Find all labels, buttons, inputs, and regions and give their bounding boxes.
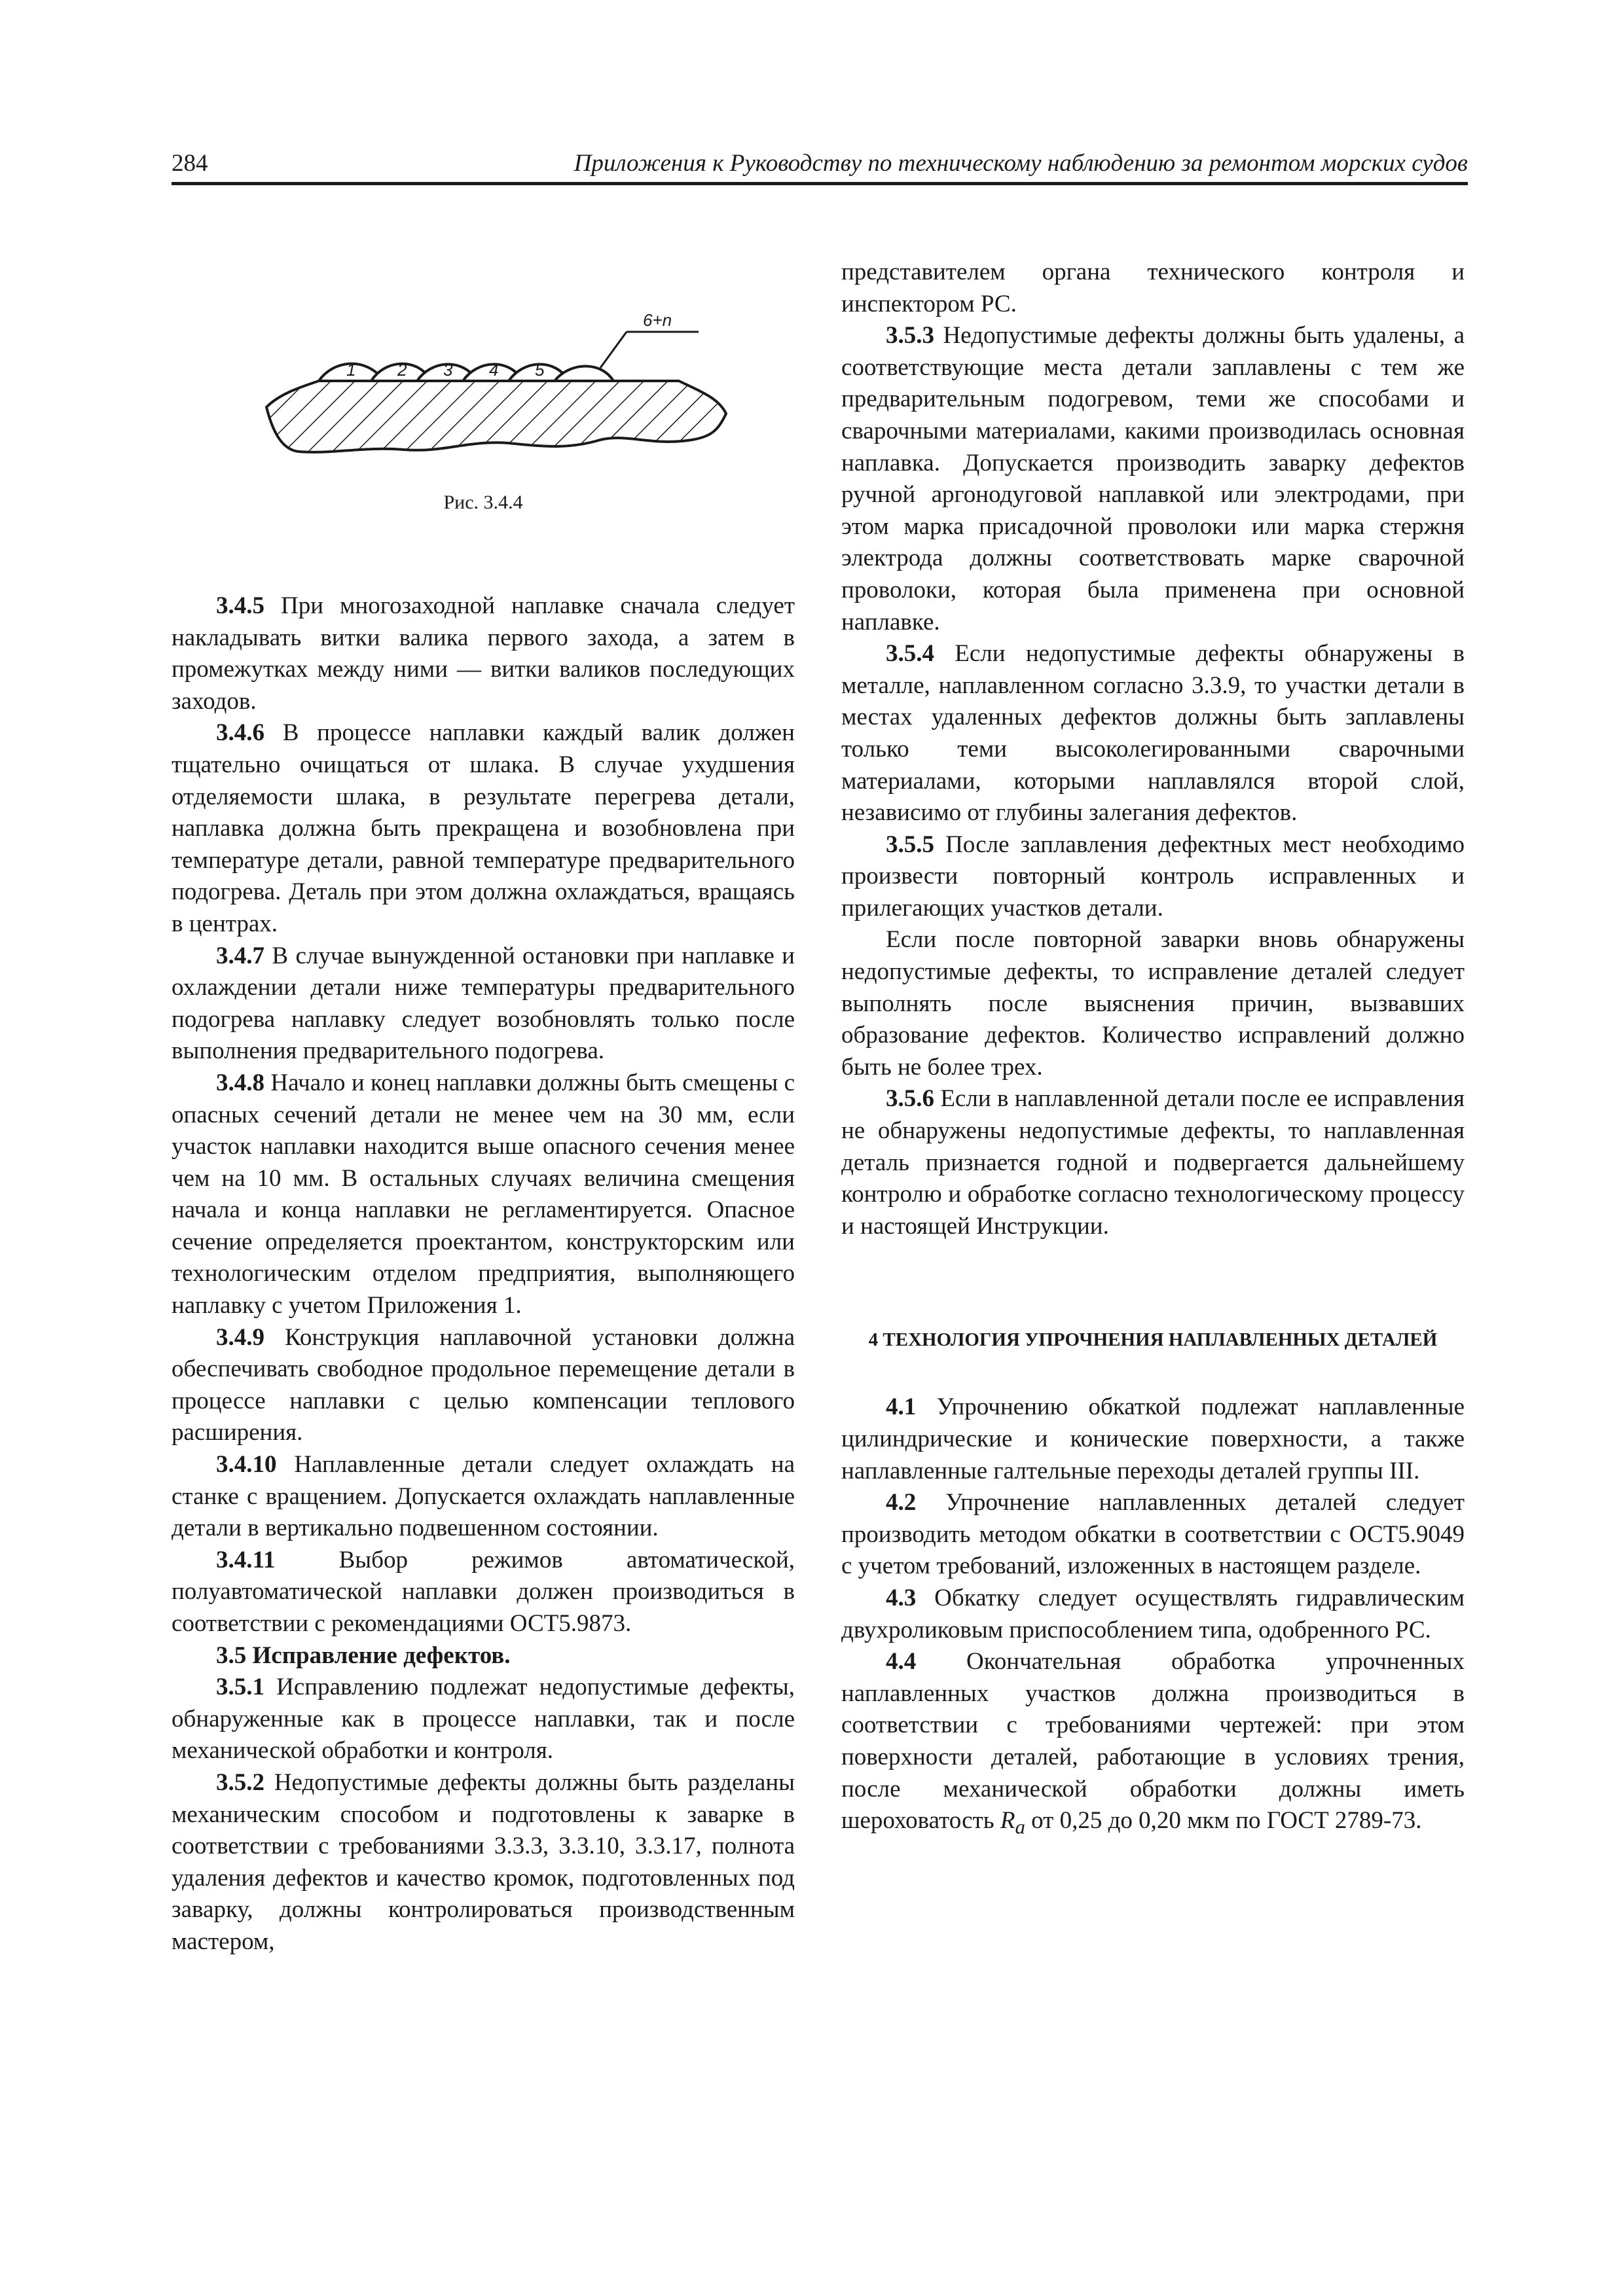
bead-label-1: 1 <box>346 360 356 380</box>
running-title: Приложения к Руководству по техническому наблюдению за ремонтом морских судов <box>574 150 1468 177</box>
paragraph-4-1: 4.1 Упрочнению обкаткой подлежат наплавленные цилиндрические и конические поверхности, а также наплавленные галтельные переходы деталей группы III. <box>841 1393 1465 1484</box>
weld-bead-diagram <box>260 283 731 466</box>
paragraph-3-4-8: 3.4.8 Начало и конец наплавки должны быть смещены с опасных сечений детали не менее чем на 30 мм, если участок наплавки находится выше опасного сечения менее чем на 10 мм. В остальных случаях величина смещения начала и конца наплавки не регламентируется. Опасное сечение определяется проектантом, конструкторским или технологическим отделом предприятия, выполняющего наплавку с учетом Приложения 1. <box>172 1069 795 1319</box>
bead-label-2: 2 <box>397 360 407 380</box>
subsection-heading-3-5: 3.5 Исправление дефектов. <box>216 1641 511 1669</box>
paragraph-3-4-9: 3.4.9 Конструкция наплавочной установки должна обеспечивать свободное продольное перемещение детали в процессе наплавки с целью компенсации теплового расширения. <box>172 1323 795 1446</box>
paragraph-3-5-6: 3.5.6 Если в наплавленной детали после ее исправления не обнаружены недопустимые дефекты, то наплавленная деталь признается годной и подвергается дальнейшему контролю и обработке согласно технологическому процессу и настоящей Инструкции. <box>841 1085 1465 1240</box>
paragraph-3-5-4: 3.5.4 Если недопустимые дефекты обнаружены в металле, наплавленном согласно 3.3.9, то участки детали в местах удаленных дефектов должны быть заплавлены только теми высоколегированными сварочными материалами, которыми наплавлялся второй слой, независимо от глубины залегания дефектов. <box>841 640 1465 827</box>
bead-label-3: 3 <box>443 360 453 380</box>
page-number: 284 <box>172 150 208 177</box>
paragraph-3-5-5-b: Если после повторной заварки вновь обнаружены недопустимые дефекты, то исправление деталей следует выполнять после выяснения причин, вызвавших образование дефектов. Количество исправлений должно быть не более трех. <box>841 926 1465 1081</box>
bead-label-4: 4 <box>489 360 499 380</box>
paragraph-3-5-1: 3.5.1 Исправлению подлежат недопустимые дефекты, обнаруженные как в процессе наплавки, так и после механической обработки и контроля. <box>172 1674 795 1765</box>
roughness-symbol: $R_a$ <box>1000 1807 1025 1839</box>
paragraph-3-4-7: 3.4.7 В случае вынужденной остановки при наплавке и охлаждении детали ниже температуры предварительного подогрева наплавку следует возобновлять только после выполнения предварительного подогрева. <box>172 942 795 1065</box>
paragraph-3-5-2: 3.5.2 Недопустимые дефекты должны быть разделаны механическим способом и подготовлены к заварке в соответствии с требованиями 3.3.3, 3.3.10, 3.3.17, полнота удаления дефектов и качество кромок, подготовленных под заварку, должны контролироваться производственным мастером, <box>172 1768 795 1955</box>
bead-label-6n: 6+n <box>643 310 672 330</box>
bead-label-5: 5 <box>535 360 545 380</box>
paragraph-3-4-10: 3.4.10 Наплавленные детали следует охлаждать на станке с вращением. Допускается охлаждать наплавленные детали в вертикально подвешенном состоянии. <box>172 1451 795 1542</box>
figure-3-4-4 <box>172 257 795 590</box>
leader-line <box>600 332 627 368</box>
weld-beads <box>319 364 613 381</box>
left-column <box>172 257 795 1958</box>
paragraph-3-5-3: 3.5.3 Недопустимые дефекты должны быть удалены, а соответствующие места детали заплавлены с тем же предварительным подогревом, теми же способами и сварочными материалами, какими производилась основная наплавка. Допускается производить заварку дефектов ручной аргонодуговой наплавкой или электродами, при этом марка присадочной проволоки или марка стержня электрода должны соответствовать марке сварочной проволоки, которая была применена при основной наплавке. <box>841 322 1465 636</box>
paragraph-4-3: 4.3 Обкатку следует осуществлять гидравлическим двухроликовым приспособлением типа, одобренного РС. <box>841 1584 1465 1643</box>
right-column <box>841 257 1465 1843</box>
paragraph-3-5-2-continued: представителем органа технического контроля и инспектором РС. <box>841 259 1465 317</box>
paragraph-3-5-5: 3.5.5 После заплавления дефектных мест необходимо произвести повторный контроль исправленных и прилегающих участков детали. <box>841 831 1465 922</box>
paragraph-3-4-5: 3.4.5 При многозаходной наплавке сначала следует накладывать витки валика первого захода, а затем в промежутках между ними — витки валиков последующих заходов. <box>172 592 795 715</box>
paragraph-4-2: 4.2 Упрочнение наплавленных деталей следует производить методом обкатки в соответствии с ОСТ5.9049 с учетом требований, изложенных в настоящем разделе. <box>841 1489 1465 1580</box>
base-metal <box>266 381 726 452</box>
paragraph-4-4: 4.4 Окончательная обработка упрочненных наплавленных участков должна производиться в соответствии с требованиями чертежей: при этом поверхности деталей, работающие в условиях трения, после механической обработки должны иметь шероховатость $R_a$ от 0,25 до 0,20 мкм по ГОСТ 2789-73. <box>841 1648 1465 1839</box>
paragraph-3-4-6: 3.4.6 В процессе наплавки каждый валик должен тщательно очищаться от шлака. В случае ухудшения отделяемости шлака, в результате перегрева детали, наплавка должна быть прекращена и возобновлена при температуре детали, равной температуре предварительного подогрева. Деталь при этом должна охлаждаться, вращаясь в центрах. <box>172 719 795 937</box>
section-heading-4: 4 ТЕХНОЛОГИЯ УПРОЧНЕНИЯ НАПЛАВЛЕННЫХ ДЕТАЛЕЙ <box>868 1329 1438 1351</box>
paragraph-3-4-11: 3.4.11 Выбор режимов автоматической, полуавтоматической наплавки должен производиться в соответствии с рекомендациями ОСТ5.9873. <box>172 1546 795 1637</box>
page-header <box>172 149 1468 185</box>
figure-caption: Рис. 3.4.4 <box>443 492 523 513</box>
